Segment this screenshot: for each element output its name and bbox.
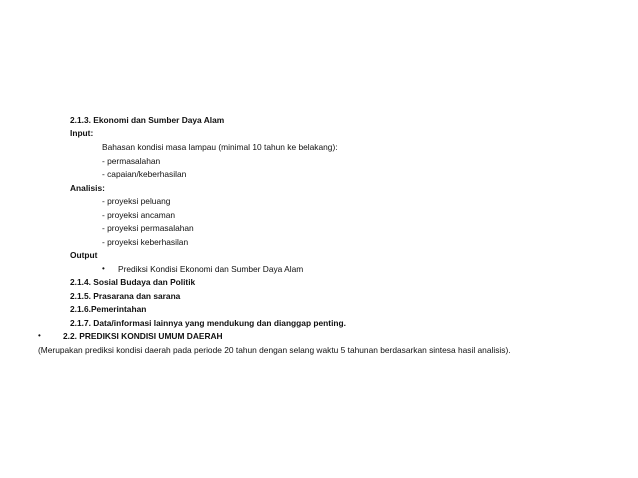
input-description: Bahasan kondisi masa lampau (minimal 10 tahun ke belakang):: [102, 142, 338, 152]
analisis-label: Analisis:: [70, 183, 105, 193]
section-2-2-description: (Merupakan prediksi kondisi daerah pada periode 20 tahun dengan selang waktu 5 tahunan berdasarkan sintesa hasil analisis).: [38, 345, 511, 355]
output-item: Prediksi Kondisi Ekonomi dan Sumber Daya Alam: [118, 264, 304, 274]
heading-2-1-3: 2.1.3. Ekonomi dan Sumber Daya Alam: [70, 115, 225, 125]
analisis-item-ancaman: - proyeksi ancaman: [102, 210, 176, 220]
analisis-item-permasalahan: - proyeksi permasalahan: [102, 223, 194, 233]
heading-2-1-5: 2.1.5. Prasarana dan sarana: [70, 291, 181, 301]
analisis-item-peluang: - proyeksi peluang: [102, 196, 171, 206]
section-2-2-bullet: •: [38, 331, 41, 340]
analisis-item-keberhasilan: - proyeksi keberhasilan: [102, 237, 189, 247]
output-label: Output: [70, 250, 98, 260]
output-bullet: •: [102, 264, 105, 273]
input-item-permasalahan: - permasalahan: [102, 156, 161, 166]
input-label: Input:: [70, 128, 94, 138]
heading-2-1-7: 2.1.7. Data/informasi lainnya yang mendukung dan dianggap penting.: [70, 318, 346, 328]
heading-2-2: 2.2. PREDIKSI KONDISI UMUM DAERAH: [63, 331, 223, 341]
input-item-capaian: - capaian/keberhasilan: [102, 169, 187, 179]
heading-2-1-4: 2.1.4. Sosial Budaya dan Politik: [70, 277, 196, 287]
heading-2-1-6: 2.1.6.Pemerintahan: [70, 304, 147, 314]
